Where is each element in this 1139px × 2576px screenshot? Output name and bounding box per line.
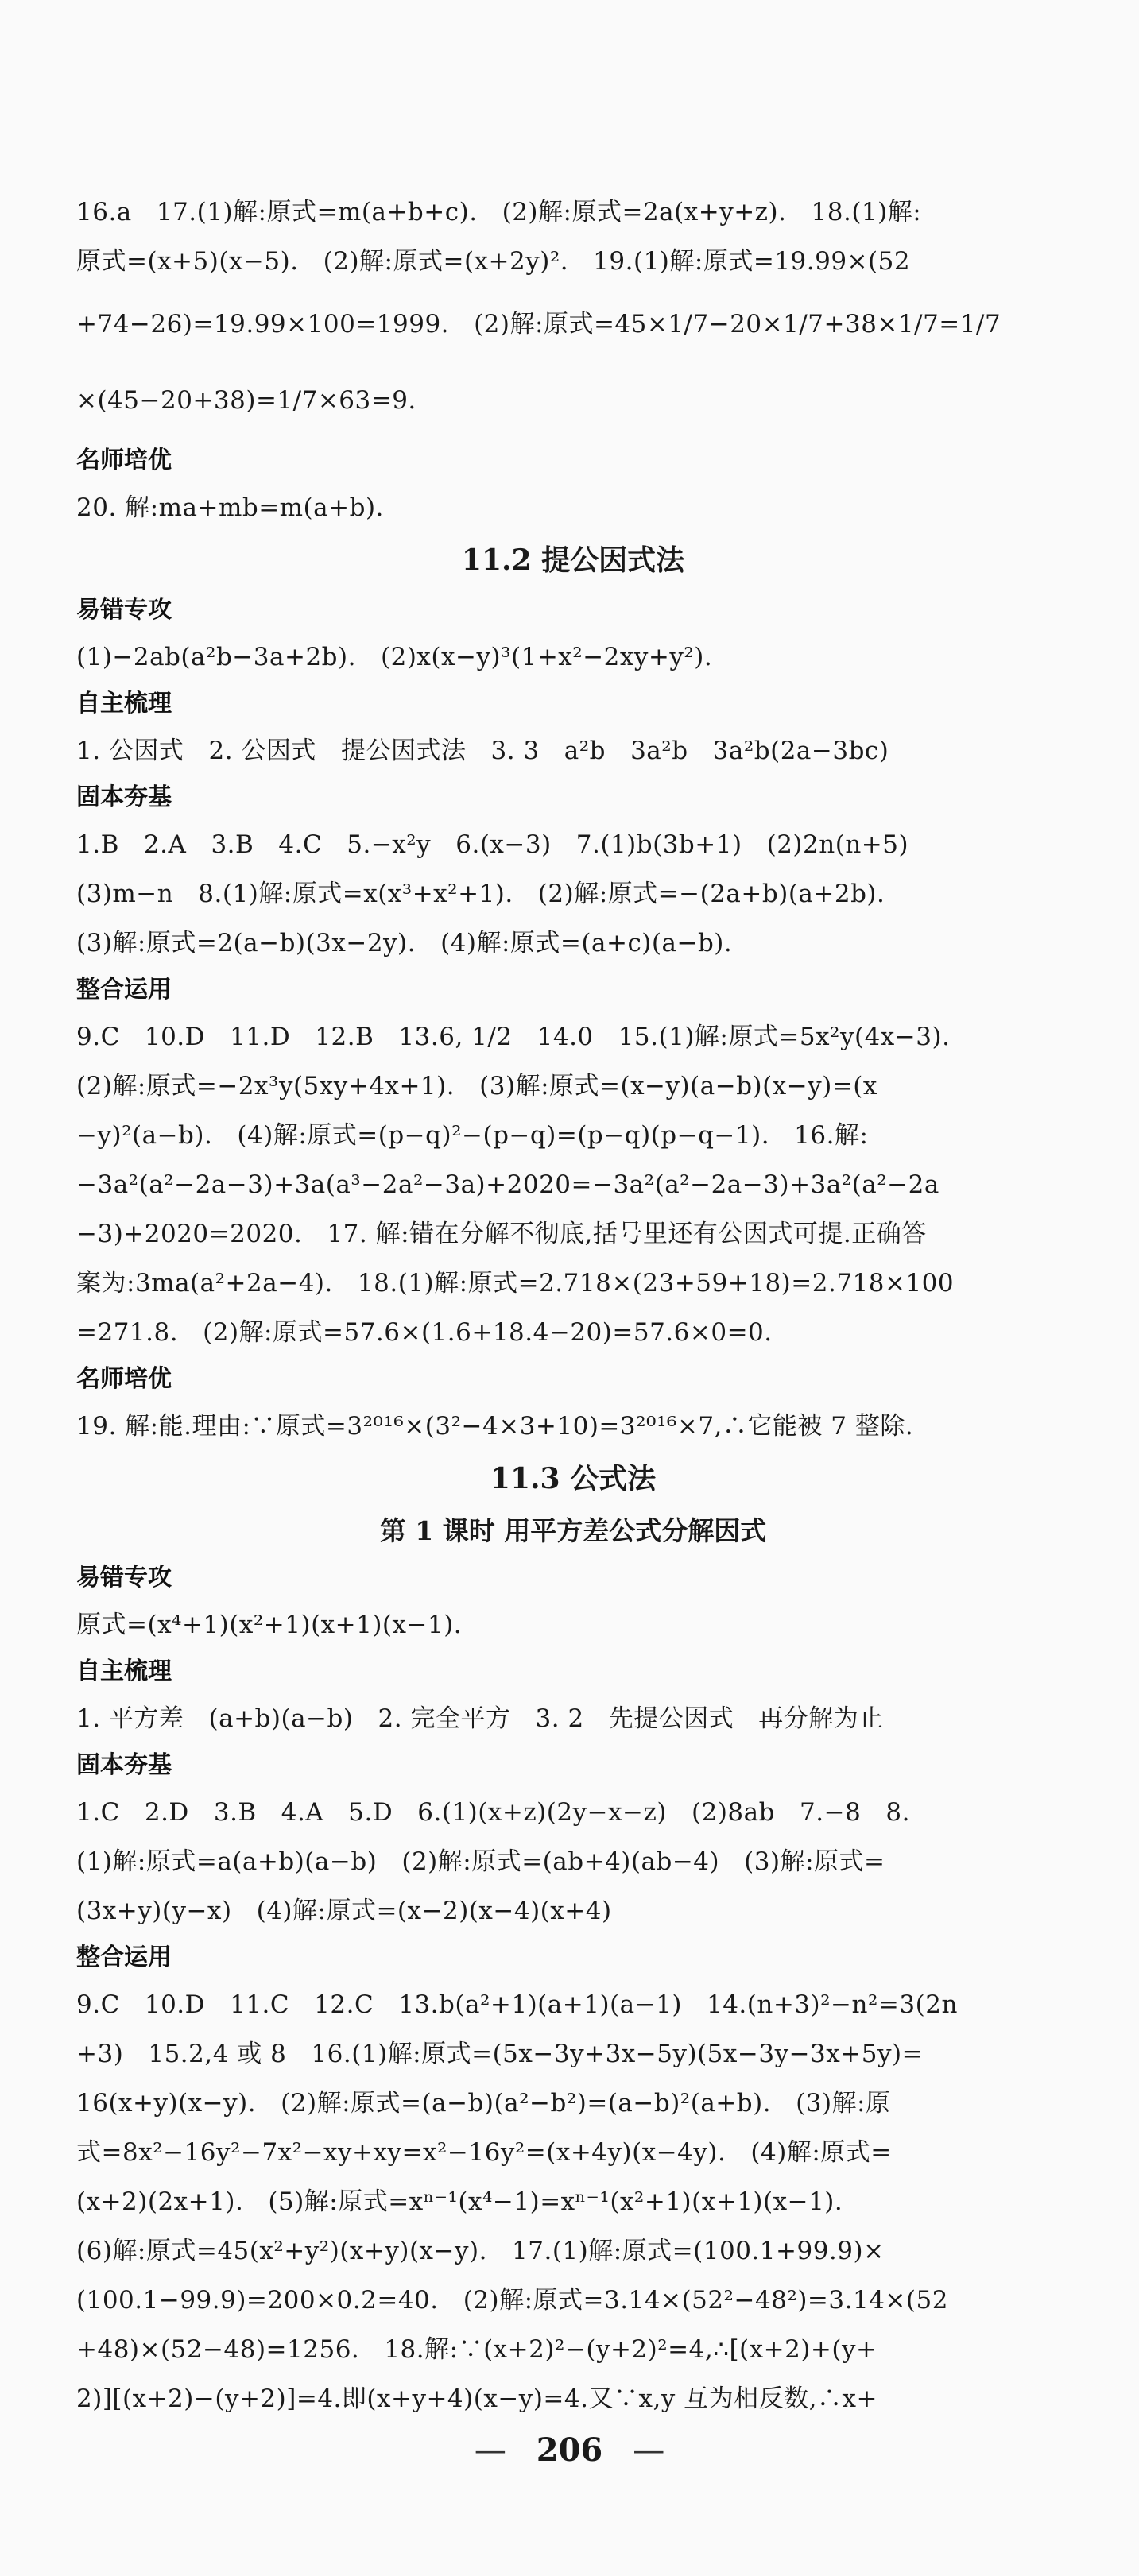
lesson-subtitle: 第 1 课时 用平方差公式分解因式 — [379, 1515, 767, 1546]
section-title-11-2: 11.2 提公因式法 — [461, 543, 685, 577]
section-label-mingshi: 名师培优 — [76, 1365, 172, 1393]
text-line: +3) 15.2,4 或 8 16.(1)解:原式=(5x−3y+3x−5y)(5x−3y−3x+5y)= — [76, 2040, 924, 2068]
section-title-11-3: 11.3 公式法 — [490, 1462, 657, 1495]
section-label-zizhu: 自主梳理 — [76, 690, 172, 717]
section-label-zhenghe: 整合运用 — [76, 976, 172, 1004]
text-line: ×(45−20+38)=1/7×63=9. — [76, 386, 416, 415]
text-line: 16.a 17.(1)解:原式=m(a+b+c). (2)解:原式=2a(x+y+z). 18.(1)解: — [76, 198, 922, 226]
text-line: 2)][(x+2)−(y+2)]=4.即(x+y+4)(x−y)=4.又∵x,y 互为相反数,∴x+ — [76, 2385, 877, 2413]
text-line: (2)解:原式=−2x³y(5xy+4x+1). (3)解:原式=(x−y)(a−b)(x−y)=(x — [76, 1072, 877, 1100]
text-line: (1)−2ab(a²b−3a+2b). (2)x(x−y)³(1+x²−2xy+y²). — [76, 643, 713, 671]
page-content — [76, 188, 1070, 2423]
text-line: (6)解:原式=45(x²+y²)(x+y)(x−y). 17.(1)解:原式=(100.1+99.9)× — [76, 2237, 885, 2265]
text-line: 原式=(x+5)(x−5). (2)解:原式=(x+2y)². 19.(1)解:原式=19.99×(52 — [76, 247, 911, 276]
text-line: 式=8x²−16y²−7x²−xy+xy=x²−16y²=(x+4y)(x−4y). (4)解:原式= — [76, 2138, 892, 2167]
text-line: 9.C 10.D 11.C 12.C 13.b(a²+1)(a+1)(a−1) 14.(n+3)²−n²=3(2n — [76, 1990, 958, 2019]
section-label-mingshi: 名师培优 — [76, 447, 172, 474]
text-line: (x+2)(2x+1). (5)解:原式=xⁿ⁻¹(x⁴−1)=xⁿ⁻¹(x²+1)(x+1)(x−1). — [76, 2187, 843, 2216]
text-line: 19. 解:能.理由:∵原式=3²⁰¹⁶×(3²−4×3+10)=3²⁰¹⁶×7,∴它能被 7 整除. — [76, 1412, 914, 1441]
section-label-zhenghe: 整合运用 — [76, 1944, 172, 1971]
text-line: 1.C 2.D 3.B 4.A 5.D 6.(1)(x+z)(2y−x−z) (2)8ab 7.−8 8. — [76, 1798, 910, 1827]
text-line: (100.1−99.9)=200×0.2=40. (2)解:原式=3.14×(52²−48²)=3.14×(52 — [76, 2286, 948, 2315]
text-line: 16(x+y)(x−y). (2)解:原式=(a−b)(a²−b²)=(a−b)²(a+b). (3)解:原 — [76, 2089, 891, 2118]
section-label-guben: 固本夯基 — [76, 783, 172, 811]
text-line: 20. 解:ma+mb=m(a+b). — [76, 493, 384, 522]
section-label-yicuo: 易错专攻 — [76, 596, 172, 624]
text-line: −3)+2020=2020. 17. 解:错在分解不彻底,括号里还有公因式可提.正确答 — [76, 1220, 927, 1248]
text-line: =271.8. (2)解:原式=57.6×(1.6+18.4−20)=57.6×0=0. — [76, 1318, 773, 1347]
footer-dash: — — [474, 2432, 506, 2469]
text-line: 9.C 10.D 11.D 12.B 13.6, 1/2 14.0 15.(1)解:原式=5x²y(4x−3). — [76, 1023, 951, 1051]
section-label-zizhu: 自主梳理 — [76, 1657, 172, 1685]
text-line: −3a²(a²−2a−3)+3a(a³−2a²−3a)+2020=−3a²(a²−2a−3)+3a²(a²−2a — [76, 1170, 939, 1199]
text-line: +74−26)=19.99×100=1999. (2)解:原式=45×1/7−20×1/7+38×1/7=1/7 — [76, 310, 1001, 338]
text-line: (3)解:原式=2(a−b)(3x−2y). (4)解:原式=(a+c)(a−b). — [76, 929, 733, 957]
section-label-guben: 固本夯基 — [76, 1751, 172, 1779]
text-line: 1.B 2.A 3.B 4.C 5.−x²y 6.(x−3) 7.(1)b(3b+1) (2)2n(n+5) — [76, 830, 909, 859]
section-label-yicuo: 易错专攻 — [76, 1564, 172, 1592]
text-line: (3)m−n 8.(1)解:原式=x(x³+x²+1). (2)解:原式=−(2a+b)(a+2b). — [76, 880, 885, 908]
footer-dash: — — [633, 2432, 665, 2469]
text-line: (1)解:原式=a(a+b)(a−b) (2)解:原式=(ab+4)(ab−4) (3)解:原式= — [76, 1847, 885, 1876]
text-line: 原式=(x⁴+1)(x²+1)(x+1)(x−1). — [76, 1611, 463, 1639]
text-line: −y)²(a−b). (4)解:原式=(p−q)²−(p−q)=(p−q)(p−q−1). 16.解: — [76, 1121, 869, 1150]
text-line: +48)×(52−48)=1256. 18.解:∵(x+2)²−(y+2)²=4,∴[(x+2)+(y+ — [76, 2335, 877, 2364]
page-number: 206 — [536, 2431, 603, 2469]
text-line: 案为:3ma(a²+2a−4). 18.(1)解:原式=2.718×(23+59+18)=2.718×100 — [76, 1269, 955, 1298]
text-line: (3x+y)(y−x) (4)解:原式=(x−2)(x−4)(x+4) — [76, 1897, 612, 1925]
text-line: 1. 平方差 (a+b)(a−b) 2. 完全平方 3. 2 先提公因式 再分解为止 — [76, 1704, 884, 1733]
page-footer — [0, 2431, 1139, 2469]
text-line: 1. 公因式 2. 公因式 提公因式法 3. 3 a²b 3a²b 3a²b(2a−3bc) — [76, 737, 889, 765]
